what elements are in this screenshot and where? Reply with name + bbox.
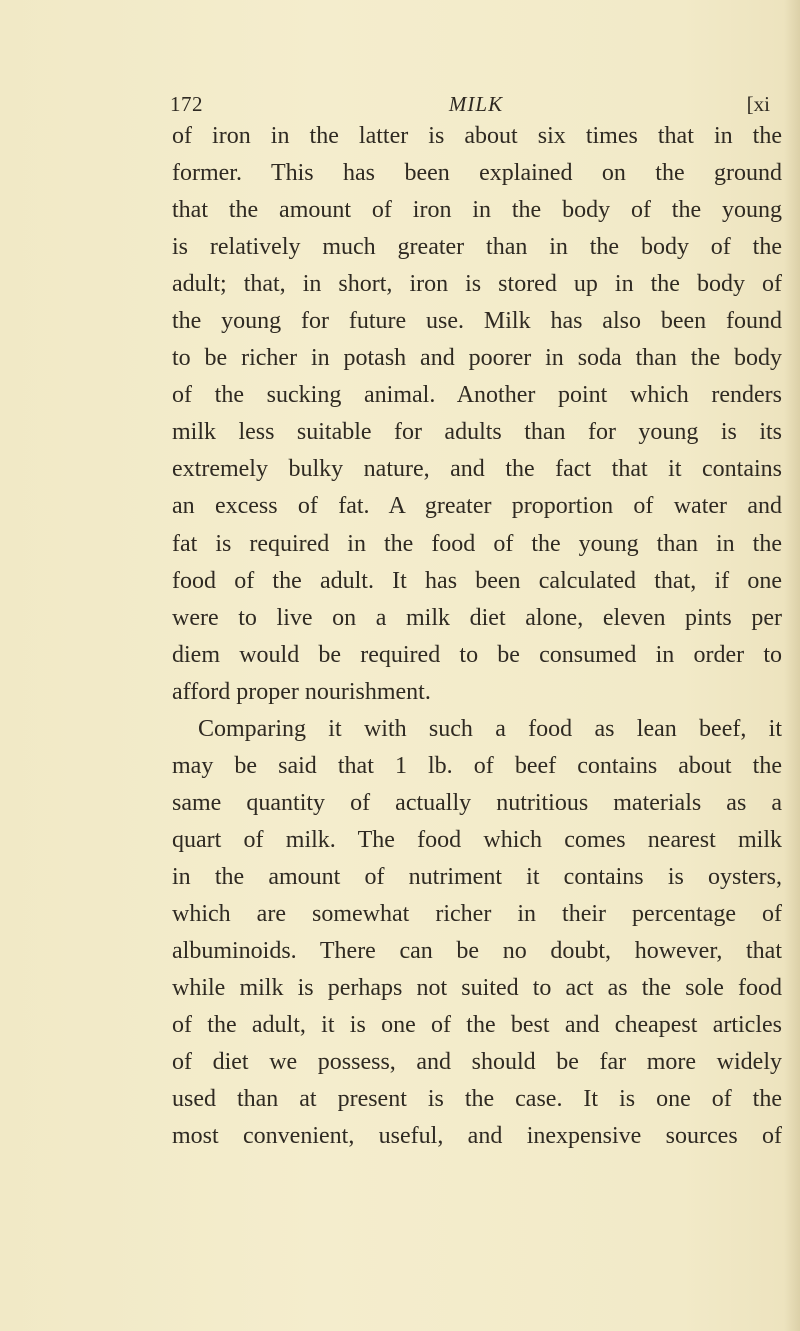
text-line: may be said that 1 lb. of beef contains about the — [172, 752, 782, 779]
text-line: were to live on a milk diet alone, eleven pints per — [172, 604, 782, 631]
text-line: of iron in the latter is about six times that in the — [172, 123, 782, 149]
text-line: fat is required in the food of the young than in the — [172, 530, 782, 557]
text-line: most convenient, useful, and inexpensive sources of — [172, 1123, 782, 1150]
section-marker: [xi — [746, 92, 770, 116]
text-line: diem would be required to be consumed in order to — [172, 641, 782, 668]
text-line: used than at present is the case. It is one of the — [172, 1086, 782, 1113]
text-line: quart of milk. The food which comes nearest milk — [172, 826, 782, 853]
text-line: food of the adult. It has been calculated that, if one — [172, 567, 782, 594]
page-number: 172 — [170, 92, 203, 116]
text-line: of the sucking animal. Another point which renders — [172, 382, 782, 409]
text-line: Comparing it with such a food as lean beef, it — [198, 715, 782, 742]
text-line: in the amount of nutriment it contains is oysters, — [172, 863, 782, 890]
text-line: an excess of fat. A greater proportion of water and — [172, 493, 782, 520]
text-line: milk less suitable for adults than for young is its — [172, 419, 782, 446]
text-line: that the amount of iron in the body of the young — [172, 197, 782, 224]
text-line: to be richer in potash and poorer in soda than the body — [172, 345, 782, 372]
text-line: former. This has been explained on the ground — [172, 160, 782, 187]
text-line: of the adult, it is one of the best and cheapest articles — [172, 1012, 782, 1039]
page-edge-shadow — [784, 0, 800, 1331]
body-text — [172, 118, 782, 1155]
text-line: which are somewhat richer in their percentage of — [172, 900, 782, 927]
text-line: same quantity of actually nutritious materials as a — [172, 789, 782, 816]
text-line: the young for future use. Milk has also been found — [172, 308, 782, 335]
text-line: while milk is perhaps not suited to act as the sole food — [172, 975, 782, 1002]
text-line: albuminoids. There can be no doubt, however, that — [172, 938, 782, 965]
text-line: is relatively much greater than in the body of the — [172, 234, 782, 261]
text-line: extremely bulky nature, and the fact that it contains — [172, 456, 782, 483]
text-line: of diet we possess, and should be far more widely — [172, 1049, 782, 1076]
text-line: adult; that, in short, iron is stored up in the body of — [172, 271, 782, 298]
text-line: afford proper nourishment. — [172, 678, 431, 705]
running-title: MILK — [448, 92, 504, 116]
